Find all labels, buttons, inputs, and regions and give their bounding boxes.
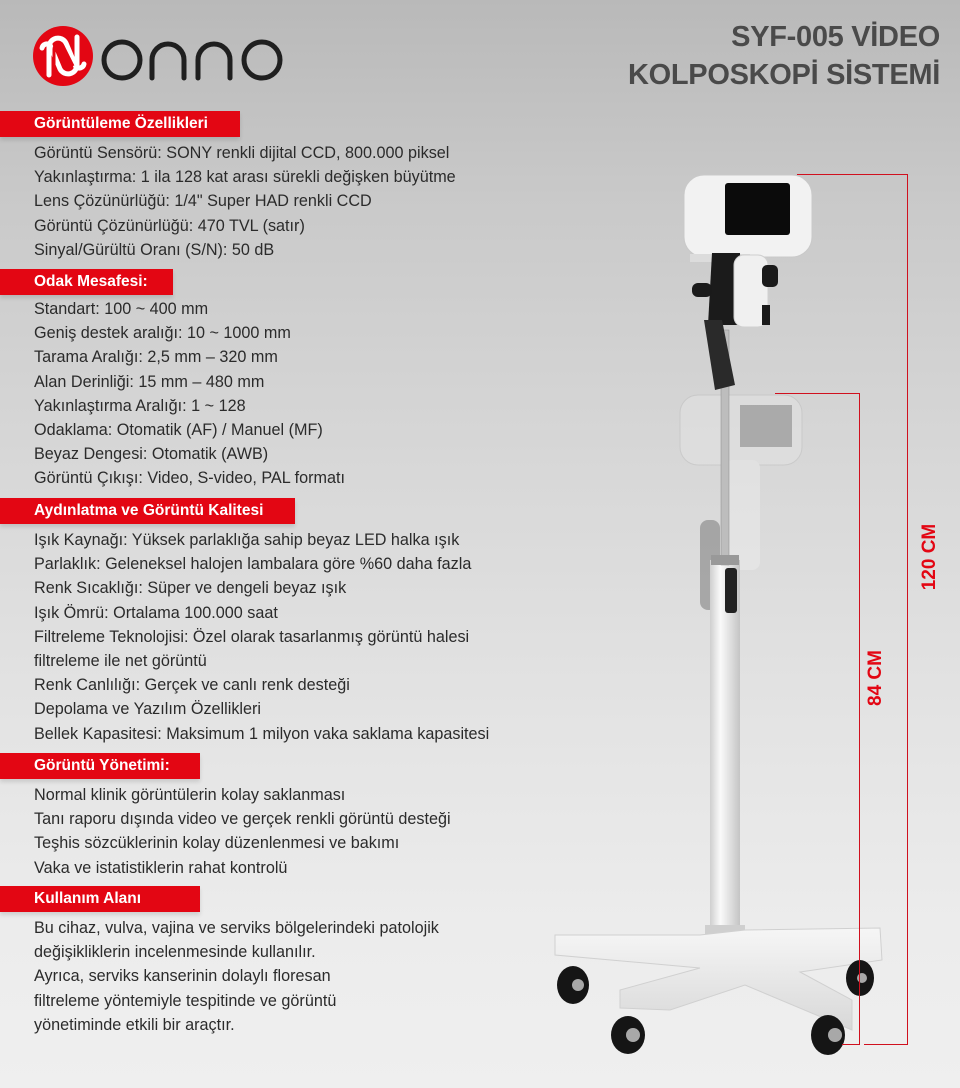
section-list-lighting	[34, 528, 489, 746]
product-title-line1: SYF-005 VİDEO	[731, 21, 940, 53]
spec-line: Renk Canlılığı: Gerçek ve canlı renk desteği	[34, 676, 350, 695]
spec-line: Işık Kaynağı: Yüksek parlaklığa sahip beyaz LED halka ışık	[34, 531, 460, 549]
spec-line: filtreleme ile net görüntü	[34, 651, 207, 670]
section-list-image-management	[34, 783, 451, 880]
dimension-label-84cm: 84 CM	[865, 650, 886, 706]
spec-line: Geniş destek aralığı: 10 ~ 1000 mm	[34, 324, 291, 343]
spec-line: yönetiminde etkili bir araçtır.	[34, 1015, 235, 1034]
onno-wordmark	[100, 30, 290, 82]
product-title-line2: KOLPOSKOPİ SİSTEMİ	[627, 59, 940, 91]
spec-line: Vaka ve istatistiklerin rahat kontrolü	[34, 858, 288, 877]
spec-line: Odaklama: Otomatik (AF) / Manuel (MF)	[34, 420, 323, 439]
spec-line: değişikliklerin incelenmesinde kullanılır.	[34, 943, 316, 962]
section-heading-usage: Kullanım Alanı	[0, 886, 200, 912]
spec-line: Lens Çözünürlüğü: 1/4" Super HAD renkli CCD	[34, 192, 372, 211]
spec-line: Beyaz Dengesi: Otomatik (AWB)	[34, 445, 269, 464]
section-list-usage	[34, 916, 439, 1037]
section-heading-image-management: Görüntü Yönetimi:	[0, 753, 200, 779]
spec-line: Bellek Kapasitesi: Maksimum 1 milyon vaka saklama kapasitesi	[34, 724, 490, 743]
section-list-focus	[34, 297, 345, 491]
spec-line: Standart: 100 ~ 400 mm	[34, 300, 209, 318]
dimension-line-84-vertical	[859, 393, 860, 1045]
spec-line: Görüntü Sensörü: SONY renkli dijital CCD, 800.000 piksel	[34, 144, 450, 162]
spec-line: Sinyal/Gürültü Oranı (S/N): 50 dB	[34, 240, 275, 259]
dimension-line-120-bottom	[864, 1044, 908, 1045]
spec-line: filtreleme yöntemiyle tespitinde ve görüntü	[34, 991, 337, 1010]
dimension-label-120cm: 120 CM	[919, 523, 940, 591]
section-heading-focus: Odak Mesafesi:	[0, 269, 173, 295]
spec-line: Renk Sıcaklığı: Süper ve dengeli beyaz ışık	[34, 579, 347, 598]
dimension-line-120-top	[797, 174, 908, 175]
spec-line: Filtreleme Teknolojisi: Özel olarak tasarlanmış görüntü halesi	[34, 627, 470, 646]
onno-logo-mark-icon	[32, 25, 94, 87]
spec-line: Görüntü Çözünürlüğü: 470 TVL (satır)	[34, 216, 305, 235]
spec-line: Yakınlaştırma Aralığı: 1 ~ 128	[34, 396, 246, 415]
section-heading-lighting: Aydınlatma ve Görüntü Kalitesi	[0, 498, 295, 524]
dimension-line-120-vertical	[907, 174, 908, 1045]
dimension-line-84-bottom	[842, 1044, 860, 1045]
spec-line: Bu cihaz, vulva, vajina ve serviks bölgelerindeki patolojik	[34, 919, 439, 937]
spec-line: Parlaklık: Geleneksel halojen lambalara göre %60 daha fazla	[34, 555, 472, 574]
spec-line: Yakınlaştırma: 1 ila 128 kat arası sürekli değişken büyütme	[34, 168, 456, 187]
spec-line: Normal klinik görüntülerin kolay saklanması	[34, 786, 346, 804]
spec-line: Tarama Aralığı: 2,5 mm – 320 mm	[34, 348, 278, 367]
spec-line: Görüntü Çıkışı: Video, S-video, PAL formatı	[34, 469, 345, 488]
spec-line: Alan Derinliği: 15 mm – 480 mm	[34, 372, 265, 391]
section-list-imaging	[34, 141, 456, 262]
spec-line: Işık Ömrü: Ortalama 100.000 saat	[34, 603, 278, 622]
colposcope-device-image	[540, 160, 960, 1088]
dimension-line-84-top	[775, 393, 859, 394]
spec-line: Teşhis sözcüklerinin kolay düzenlenmesi ve bakımı	[34, 834, 400, 853]
spec-line: Tanı raporu dışında video ve gerçek renkli görüntü desteği	[34, 810, 451, 829]
spec-line: Ayrıca, serviks kanserinin dolaylı floresan	[34, 967, 331, 986]
section-heading-imaging: Görüntüleme Özellikleri	[0, 111, 240, 137]
spec-line: Depolama ve Yazılım Özellikleri	[34, 700, 262, 719]
product-title	[628, 18, 940, 94]
brand-logo	[32, 26, 290, 86]
